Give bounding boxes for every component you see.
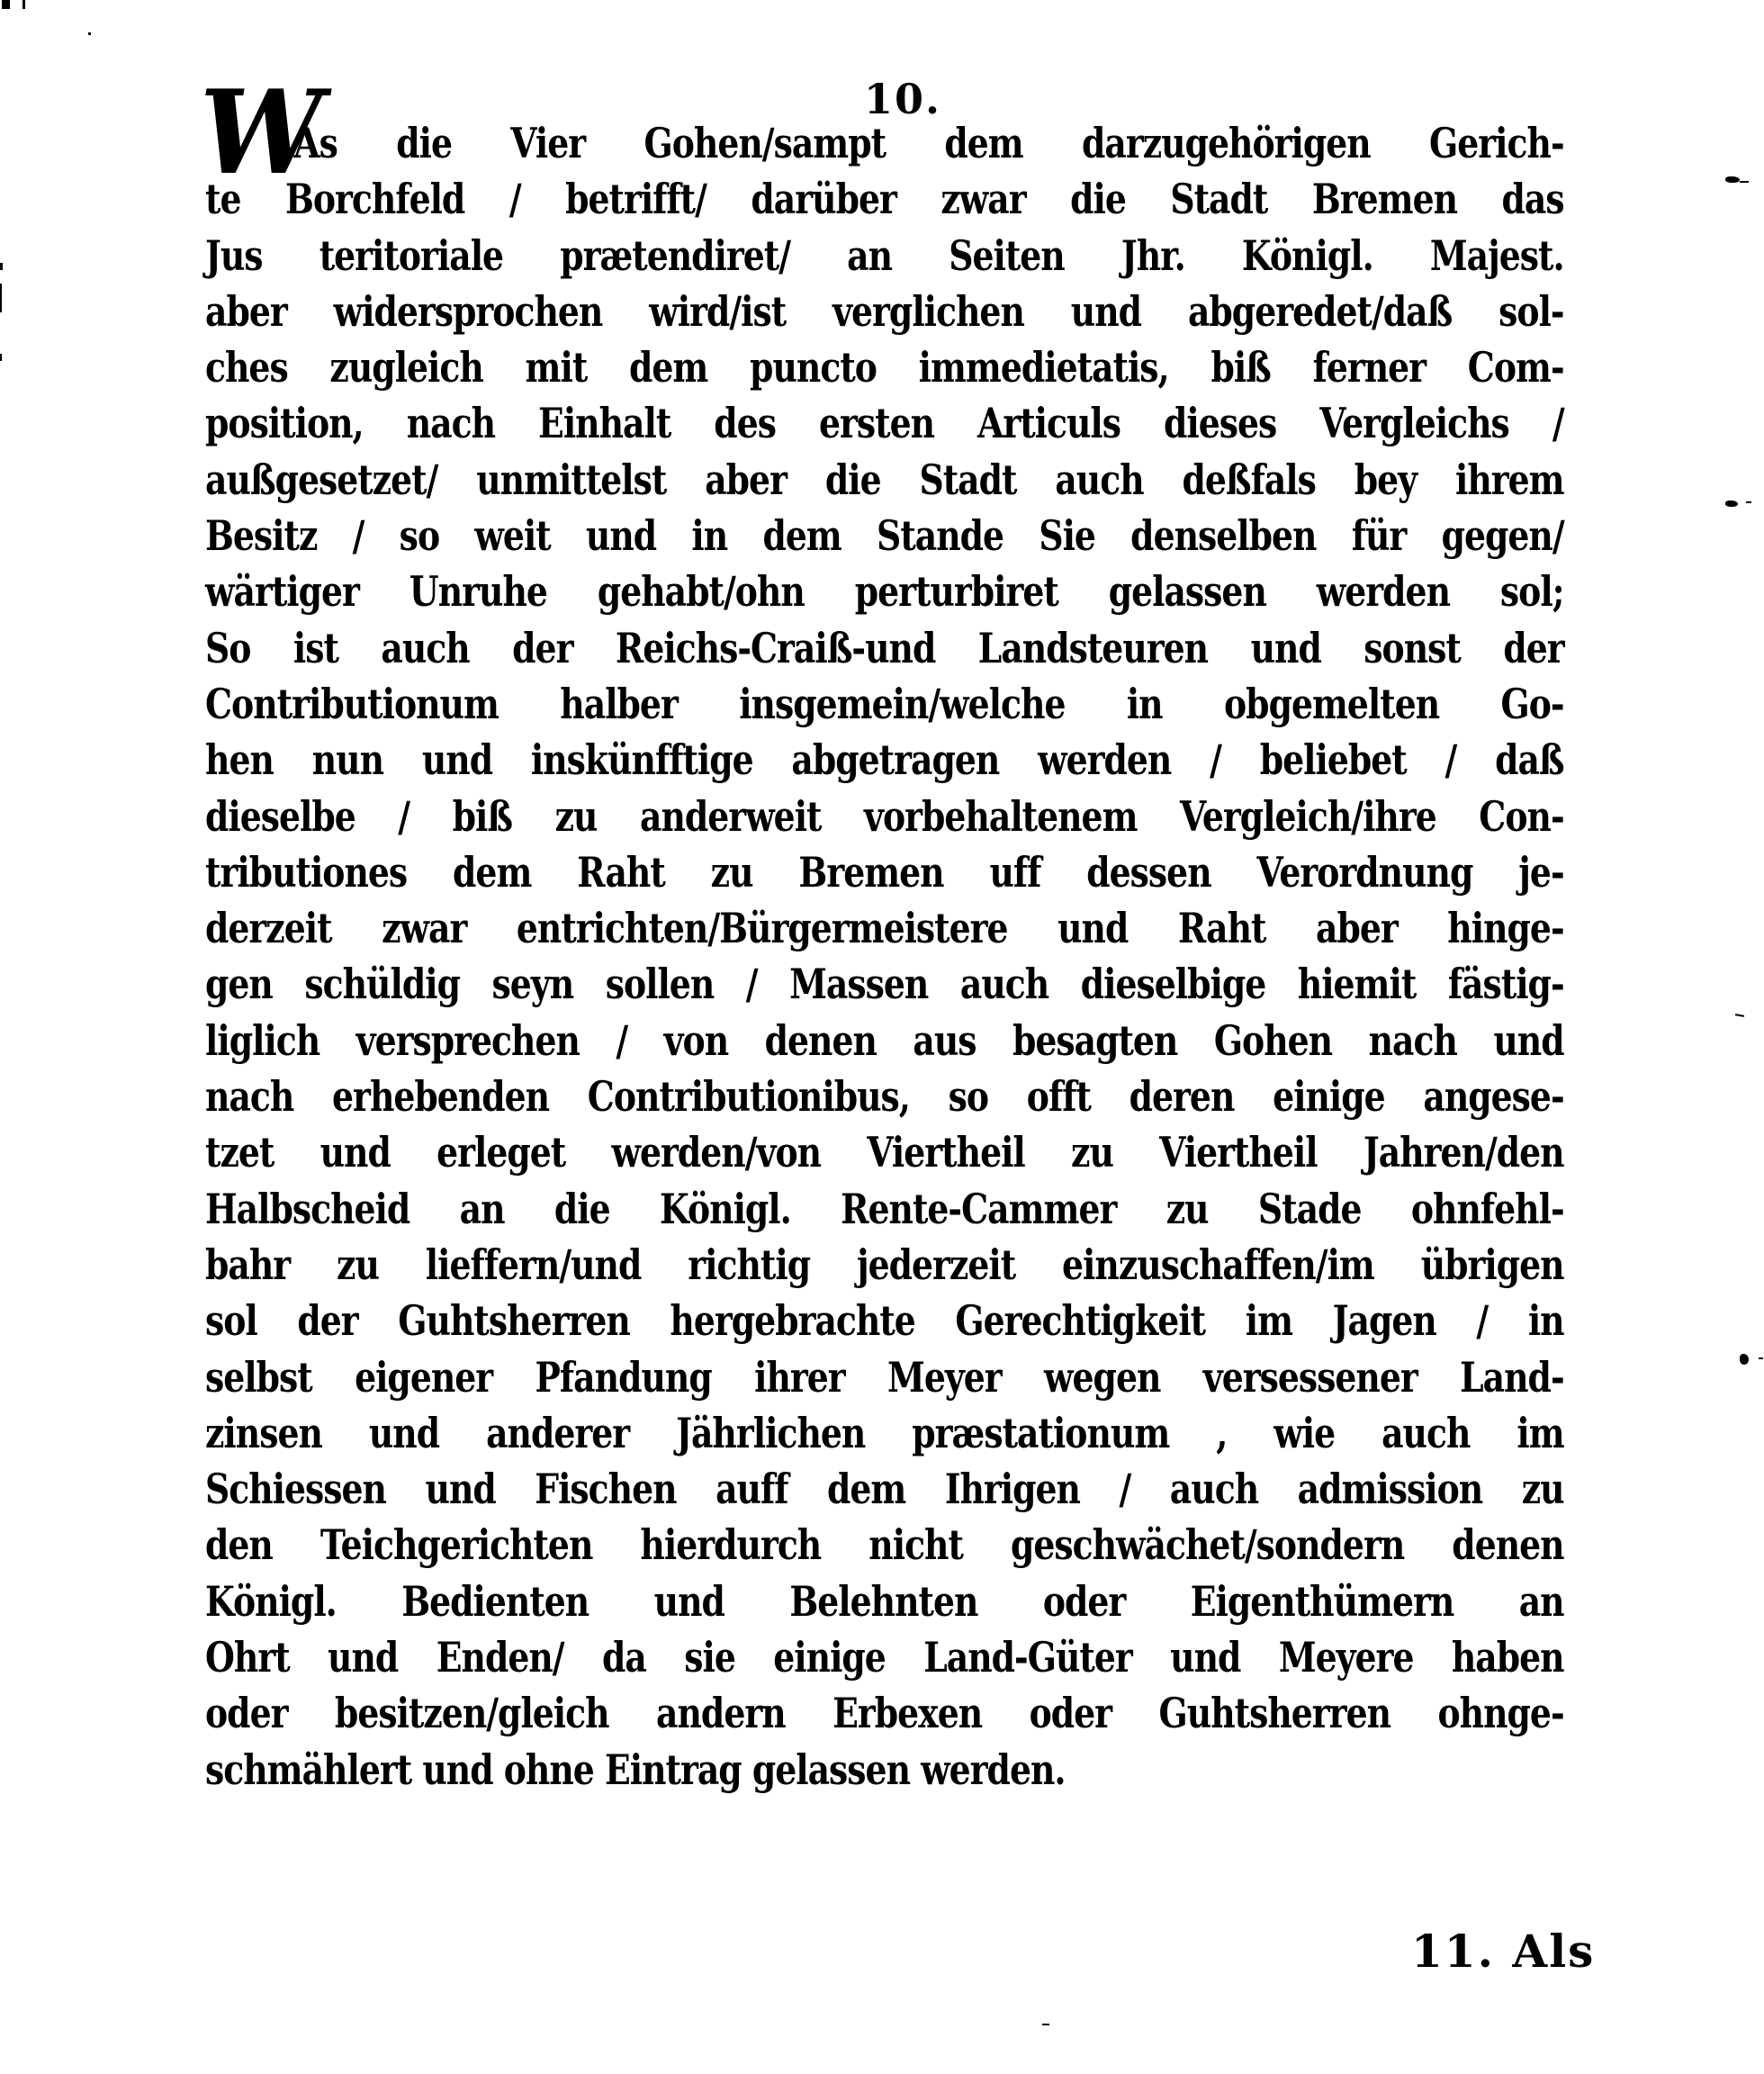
text-line-25: Schiessen und Fischen auff dem Ihrigen / auch admission zu bbox=[205, 1465, 1564, 1514]
text-line-9: wärtiger Unruhe gehabt/ohn perturbiret gelassen werden sol; bbox=[205, 567, 1564, 617]
text-line-6: position, nach Einhalt des ersten Articuls dieses Vergleichs / bbox=[205, 399, 1564, 448]
margin-mark-2-tail bbox=[1746, 501, 1751, 503]
text-line-24: zinsen und anderer Jährlichen præstationum , wie auch im bbox=[205, 1408, 1564, 1457]
text-line-21: bahr zu lieffern/und richtig jederzeit einzuschaffen/im übrigen bbox=[205, 1240, 1564, 1289]
page-number: 10. bbox=[864, 75, 942, 123]
text-line-20: Halbscheid an die Königl. Rente-Cammer zu Stade ohnfehl- bbox=[205, 1184, 1564, 1233]
drop-cap-initial: W bbox=[200, 66, 323, 201]
text-line-17: liglich versprechen / von denen aus besagten Gohen nach und bbox=[205, 1015, 1564, 1065]
scan-artifact-left-edge-2 bbox=[0, 284, 2, 312]
text-line-18: nach erhebenden Contributionibus, so offt deren einige angese- bbox=[205, 1072, 1564, 1122]
body-text bbox=[205, 115, 1564, 1798]
text-line-3: Jus teritoriale prætendiret/ an Seiten Jhr. Königl. Majest. bbox=[205, 230, 1564, 280]
text-line-15: derzeit zwar entrichten/Bürgermeistere und Raht aber hinge- bbox=[205, 904, 1564, 953]
margin-mark-1-tail bbox=[1740, 181, 1749, 183]
text-line-11: Contributionum halber insgemein/welche in obgemelten Go- bbox=[205, 679, 1564, 728]
text-line-16: gen schüldig seyn sollen / Massen auch dieselbige hiemit fästig- bbox=[205, 960, 1564, 1009]
text-line-13: dieselbe / biß zu anderweit vorbehaltenem Vergleich/ihre Con- bbox=[205, 791, 1564, 841]
text-line-1: As die Vier Gohen/sampt dem darzugehörigen Gerich- bbox=[293, 119, 1564, 167]
scan-artifact-top-left bbox=[2, 0, 10, 9]
text-line-19: tzet und erleget werden/von Viertheil zu Viertheil Jahren/den bbox=[205, 1128, 1564, 1177]
margin-mark-2 bbox=[1725, 500, 1738, 507]
text-line-28: Ohrt und Enden/ da sie einige Land-Güter und Meyere haben bbox=[205, 1633, 1564, 1682]
margin-mark-1 bbox=[1725, 176, 1740, 183]
text-line-4: aber widersprochen wird/ist verglichen und abgeredet/daß sol- bbox=[205, 286, 1564, 336]
text-line-22: sol der Guhtsherren hergebrachte Gerechtigkeit im Jagen / in bbox=[205, 1296, 1564, 1346]
text-line-12: hen nun und inskünfftige abgetragen werden / beliebet / daß bbox=[205, 735, 1564, 785]
text-line-29: oder besitzen/gleich andern Erbexen oder Guhtsherren ohnge- bbox=[205, 1689, 1564, 1738]
text-line-27: Königl. Bedienten und Belehnten oder Eigenthümern an bbox=[205, 1576, 1564, 1626]
text-line-8: Besitz / so weit und in dem Stande Sie denselben für gegen/ bbox=[205, 511, 1564, 561]
text-line-5: ches zugleich mit dem puncto immedietatis, biß ferner Com- bbox=[205, 343, 1564, 392]
speck-bottom bbox=[1042, 2024, 1049, 2025]
scan-artifact-left-edge bbox=[0, 263, 3, 270]
text-line-2: te Borchfeld / betrifft/ darüber zwar die Stadt Bremen das bbox=[205, 175, 1564, 224]
text-line-14: tributiones dem Raht zu Bremen uff dessen Verordnung je- bbox=[205, 847, 1564, 897]
margin-mark-4-tail bbox=[1759, 1357, 1763, 1359]
text-line-23: selbst eigener Pfandung ihrer Meyer wegen versessener Land- bbox=[205, 1352, 1564, 1402]
scan-artifact-top-left-2 bbox=[22, 0, 25, 9]
scan-artifact-left-edge-3 bbox=[0, 354, 2, 361]
speck-top bbox=[88, 32, 91, 35]
text-line-10: So ist auch der Reichs-Craiß-und Landsteuren und sonst der bbox=[205, 623, 1564, 672]
catchword: 11. Als bbox=[1411, 1925, 1596, 1978]
text-line-7: außgesetzet/ unmittelst aber die Stadt auch deßfals bey ihrem bbox=[205, 455, 1564, 504]
text-line-30: schmählert und ohne Eintrag gelassen werden. bbox=[205, 1745, 1066, 1794]
margin-mark-3 bbox=[1735, 1014, 1744, 1017]
margin-mark-4 bbox=[1740, 1354, 1749, 1365]
text-line-26: den Teichgerichten hierdurch nicht geschwächet/sondern denen bbox=[205, 1520, 1564, 1570]
